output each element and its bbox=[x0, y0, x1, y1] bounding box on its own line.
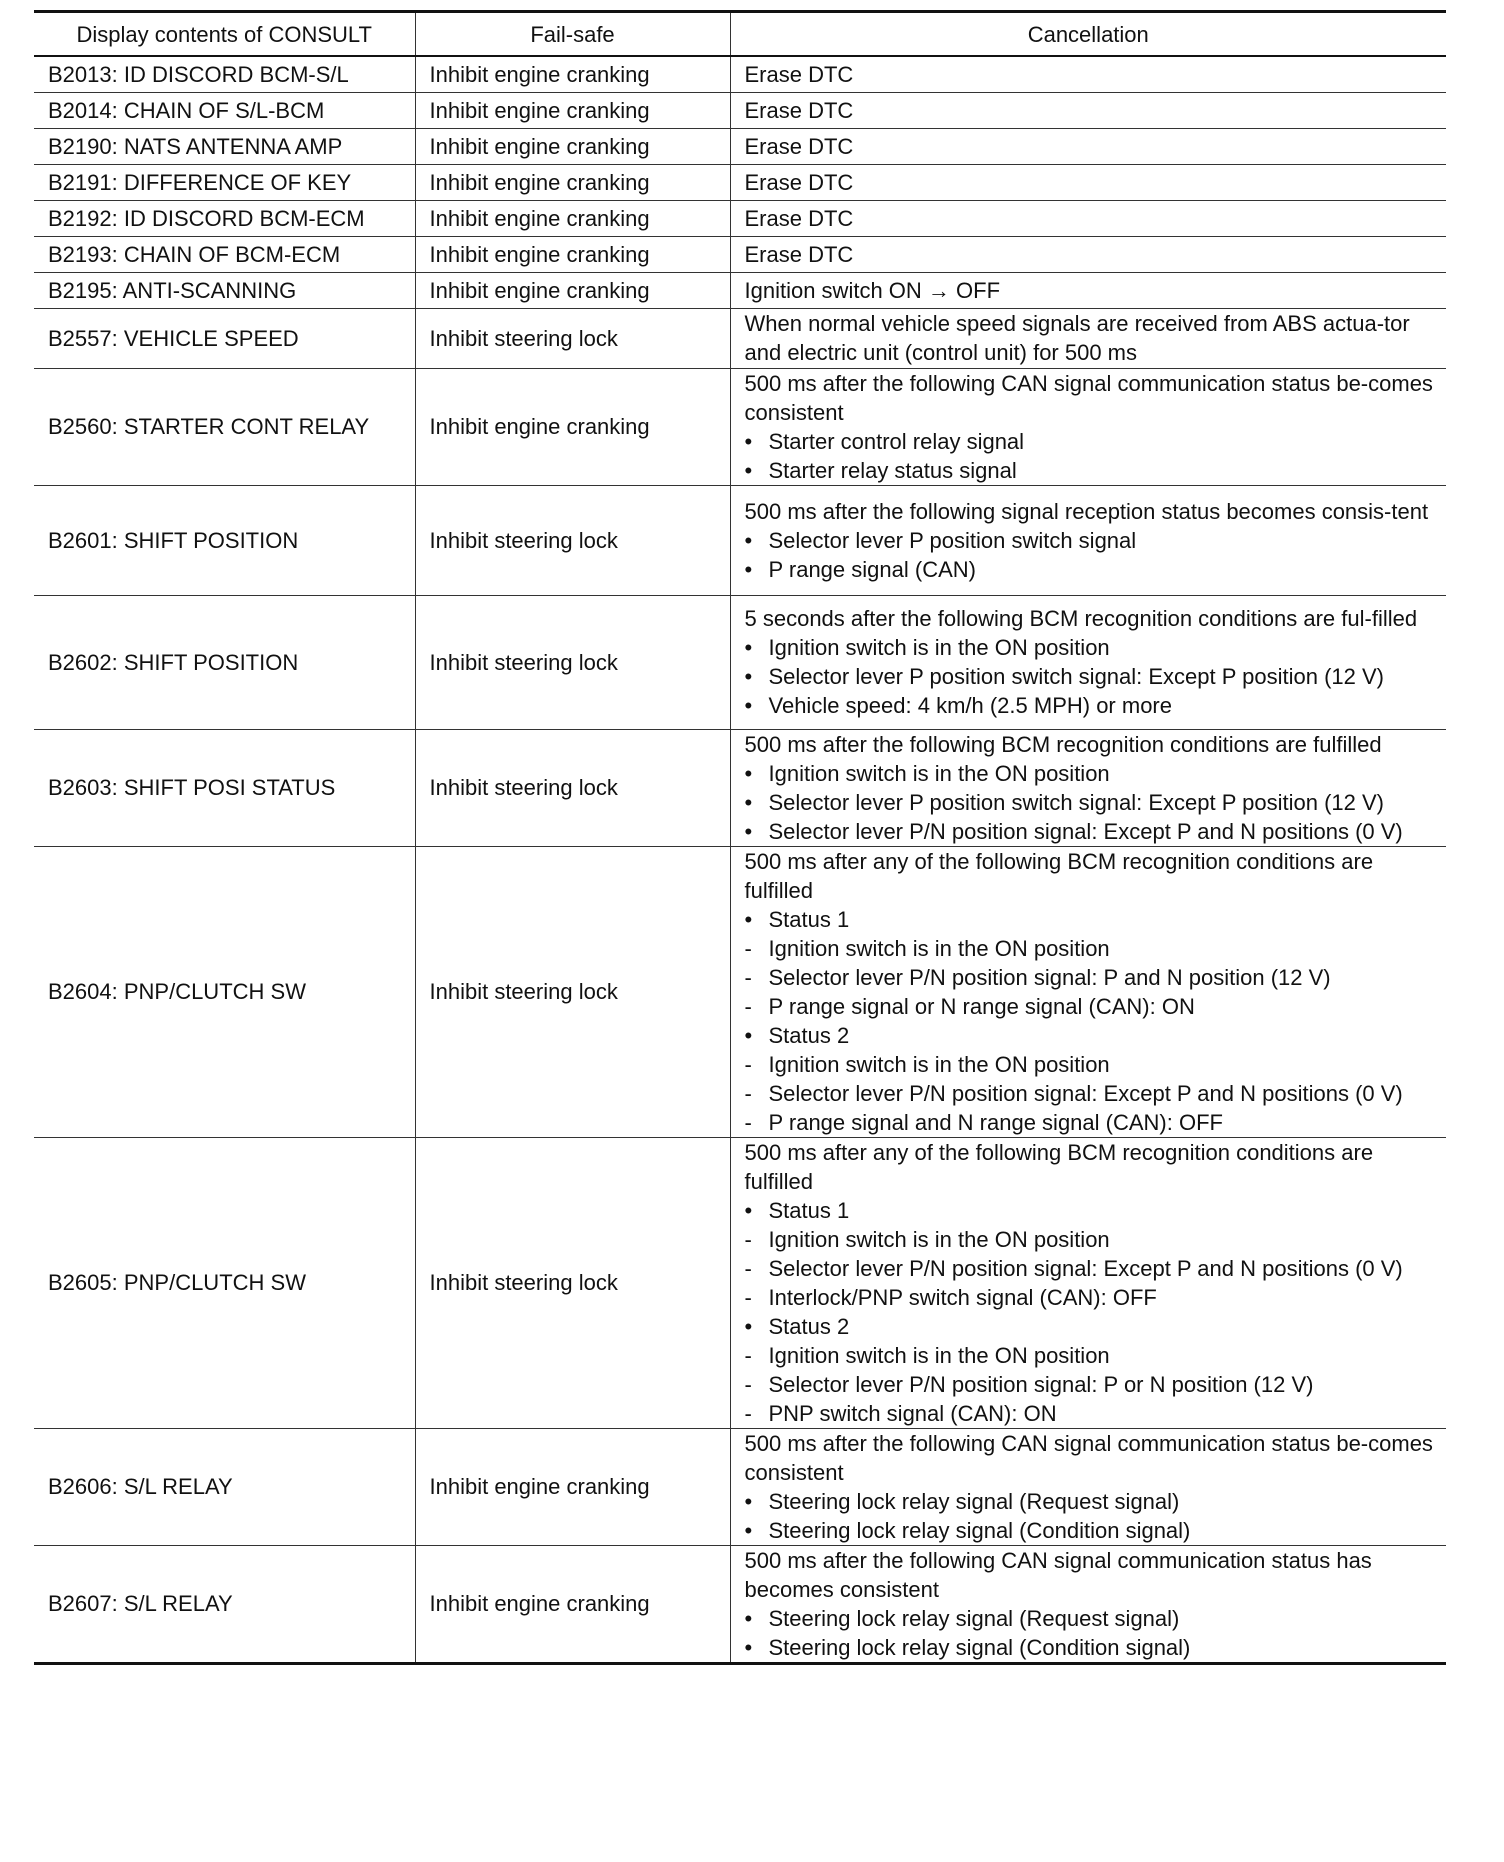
dtc-code-cell: B2190: NATS ANTENNA AMP bbox=[34, 128, 415, 164]
dtc-code-cell: B2606: S/L RELAY bbox=[34, 1428, 415, 1545]
table-row bbox=[34, 485, 1446, 595]
dtc-code-cell: B2601: SHIFT POSITION bbox=[34, 485, 415, 595]
fail-safe-cell: Inhibit engine cranking bbox=[415, 200, 730, 236]
dash-icon: - bbox=[744, 1080, 752, 1106]
condition-item bbox=[745, 905, 1437, 934]
condition-item bbox=[745, 1050, 1437, 1079]
cancellation-text: Erase DTC bbox=[744, 133, 854, 159]
dtc-code-cell: B2560: STARTER CONT RELAY bbox=[34, 368, 415, 485]
fail-safe-cell: Inhibit engine cranking bbox=[415, 164, 730, 200]
dtc-code-cell: B2195: ANTI-SCANNING bbox=[34, 272, 415, 308]
dtc-code-cell: B2192: ID DISCORD BCM-ECM bbox=[34, 200, 415, 236]
cancellation-text: Erase DTC bbox=[744, 205, 854, 231]
cancellation-text: 500 ms after the following CAN signal communication status be-comes consistent bbox=[744, 370, 1433, 425]
cancellation-cell bbox=[730, 272, 1446, 308]
fail-safe-cell: Inhibit engine cranking bbox=[415, 272, 730, 308]
cancellation-cell bbox=[730, 729, 1446, 846]
dtc-code-cell: B2014: CHAIN OF S/L-BCM bbox=[34, 92, 415, 128]
cancellation-cell bbox=[730, 236, 1446, 272]
condition-item bbox=[745, 1399, 1437, 1428]
bullet-icon: • bbox=[744, 635, 753, 660]
bullet-icon: • bbox=[744, 789, 753, 815]
condition-item bbox=[745, 1021, 1437, 1050]
cancellation-cell bbox=[730, 595, 1446, 729]
condition-text: Selector lever P position switch signal: Except P position (12 V) bbox=[768, 664, 1384, 689]
condition-list bbox=[745, 633, 1437, 720]
condition-text: Steering lock relay signal (Condition signal) bbox=[768, 1634, 1191, 1660]
fail-safe-cell: Inhibit engine cranking bbox=[415, 1428, 730, 1545]
condition-item bbox=[745, 1312, 1437, 1341]
table-row bbox=[34, 92, 1446, 128]
condition-text: Starter control relay signal bbox=[768, 428, 1025, 454]
cancellation-text: Erase DTC bbox=[744, 241, 854, 267]
cancellation-text: Erase DTC bbox=[744, 61, 854, 87]
bullet-icon: • bbox=[744, 1488, 753, 1514]
cancellation-text: 5 seconds after the following BCM recognition conditions are ful-filled bbox=[744, 606, 1418, 631]
table-row bbox=[34, 729, 1446, 846]
condition-item bbox=[745, 555, 1437, 584]
dash-icon: - bbox=[744, 1051, 752, 1077]
dash-icon: - bbox=[744, 1284, 752, 1310]
condition-item bbox=[745, 759, 1437, 788]
condition-item bbox=[745, 1604, 1437, 1633]
condition-text: Selector lever P position switch signal bbox=[768, 527, 1137, 553]
condition-text: Ignition switch is in the ON position bbox=[768, 1226, 1110, 1252]
bullet-icon: • bbox=[744, 1517, 753, 1543]
condition-item bbox=[745, 1370, 1437, 1399]
table-header-row bbox=[34, 12, 1446, 57]
fail-safe-cell: Inhibit engine cranking bbox=[415, 128, 730, 164]
condition-item bbox=[745, 1079, 1437, 1108]
bullet-icon: • bbox=[744, 1634, 753, 1660]
condition-item bbox=[745, 817, 1437, 846]
bullet-icon: • bbox=[744, 428, 753, 454]
condition-text: Ignition switch is in the ON position bbox=[768, 760, 1110, 786]
condition-text: Ignition switch is in the ON position bbox=[768, 635, 1110, 660]
bullet-icon: • bbox=[744, 664, 753, 689]
condition-text: Status 2 bbox=[768, 1022, 850, 1048]
header-fail-safe: Fail-safe bbox=[415, 12, 730, 57]
condition-text: Selector lever P/N position signal: P and N position (12 V) bbox=[768, 964, 1331, 990]
fail-safe-cell: Inhibit steering lock bbox=[415, 308, 730, 368]
fail-safe-cell: Inhibit engine cranking bbox=[415, 92, 730, 128]
condition-item bbox=[745, 526, 1437, 555]
cancellation-cell bbox=[730, 128, 1446, 164]
dtc-code-cell: B2193: CHAIN OF BCM-ECM bbox=[34, 236, 415, 272]
bullet-icon: • bbox=[744, 556, 753, 582]
dtc-failsafe-table bbox=[34, 10, 1446, 1665]
dash-icon: - bbox=[744, 1400, 752, 1426]
condition-list bbox=[745, 905, 1437, 1137]
bullet-icon: • bbox=[744, 527, 753, 553]
bullet-icon: • bbox=[744, 818, 753, 844]
cancellation-text: Erase DTC bbox=[744, 97, 854, 123]
dash-icon: - bbox=[744, 964, 752, 990]
condition-list bbox=[745, 759, 1437, 846]
table-row bbox=[34, 1137, 1446, 1428]
bullet-icon: • bbox=[744, 457, 753, 483]
condition-text: Selector lever P position switch signal: Except P position (12 V) bbox=[768, 789, 1384, 815]
dash-icon: - bbox=[744, 1109, 752, 1135]
header-cancellation: Cancellation bbox=[730, 12, 1446, 57]
condition-text: Interlock/PNP switch signal (CAN): OFF bbox=[768, 1284, 1157, 1310]
fail-safe-cell: Inhibit engine cranking bbox=[415, 1545, 730, 1663]
condition-item bbox=[745, 934, 1437, 963]
table-row bbox=[34, 308, 1446, 368]
cancellation-cell bbox=[730, 56, 1446, 92]
cancellation-cell bbox=[730, 368, 1446, 485]
cancellation-text: When normal vehicle speed signals are received from ABS actua-tor and electric unit (control unit) for 500 ms bbox=[744, 311, 1410, 365]
condition-list bbox=[745, 1196, 1437, 1428]
table-row bbox=[34, 236, 1446, 272]
condition-list bbox=[745, 526, 1437, 584]
table-row bbox=[34, 200, 1446, 236]
condition-item bbox=[745, 633, 1437, 662]
fail-safe-cell: Inhibit steering lock bbox=[415, 729, 730, 846]
fail-safe-cell: Inhibit steering lock bbox=[415, 595, 730, 729]
dash-icon: - bbox=[744, 1255, 752, 1281]
condition-item bbox=[745, 427, 1437, 456]
cancellation-text: 500 ms after the following BCM recognition conditions are fulfilled bbox=[744, 731, 1382, 757]
cancellation-cell bbox=[730, 1545, 1446, 1663]
condition-text: Ignition switch is in the ON position bbox=[768, 1342, 1110, 1368]
condition-text: P range signal (CAN) bbox=[768, 556, 976, 582]
dtc-code-cell: B2604: PNP/CLUTCH SW bbox=[34, 846, 415, 1137]
dtc-code-cell: B2605: PNP/CLUTCH SW bbox=[34, 1137, 415, 1428]
condition-item bbox=[745, 1487, 1437, 1516]
condition-item bbox=[745, 1633, 1437, 1662]
condition-item bbox=[745, 1196, 1437, 1225]
condition-text: P range signal and N range signal (CAN): OFF bbox=[768, 1109, 1223, 1135]
cancellation-cell bbox=[730, 485, 1446, 595]
cancellation-text: 500 ms after the following CAN signal communication status be-comes consistent bbox=[744, 1430, 1433, 1485]
cancellation-cell bbox=[730, 308, 1446, 368]
table-row bbox=[34, 56, 1446, 92]
table-row bbox=[34, 846, 1446, 1137]
bullet-icon: • bbox=[744, 693, 753, 718]
condition-item bbox=[745, 1516, 1437, 1545]
bullet-icon: • bbox=[744, 1197, 753, 1223]
condition-item bbox=[745, 1283, 1437, 1312]
condition-item bbox=[745, 662, 1437, 691]
condition-item bbox=[745, 1341, 1437, 1370]
condition-list bbox=[745, 427, 1437, 485]
condition-text: Ignition switch is in the ON position bbox=[768, 1051, 1110, 1077]
bullet-icon: • bbox=[744, 906, 753, 932]
cancellation-text: Ignition switch ON → OFF bbox=[744, 277, 1001, 303]
fail-safe-cell: Inhibit engine cranking bbox=[415, 56, 730, 92]
cancellation-text: 500 ms after any of the following BCM recognition conditions are fulfilled bbox=[744, 1139, 1374, 1194]
condition-text: Status 1 bbox=[768, 906, 850, 932]
condition-item bbox=[745, 992, 1437, 1021]
condition-item bbox=[745, 1254, 1437, 1283]
table-row bbox=[34, 368, 1446, 485]
table-row bbox=[34, 1545, 1446, 1663]
table-row bbox=[34, 164, 1446, 200]
condition-text: Status 2 bbox=[768, 1313, 850, 1339]
cancellation-text: Erase DTC bbox=[744, 169, 854, 195]
cancellation-cell bbox=[730, 92, 1446, 128]
cancellation-text: 500 ms after the following signal reception status becomes consis-tent bbox=[744, 498, 1429, 524]
dash-icon: - bbox=[744, 1226, 752, 1252]
dash-icon: - bbox=[744, 935, 752, 961]
condition-text: PNP switch signal (CAN): ON bbox=[768, 1400, 1057, 1426]
condition-text: Status 1 bbox=[768, 1197, 850, 1223]
dtc-code-cell: B2607: S/L RELAY bbox=[34, 1545, 415, 1663]
cancellation-cell bbox=[730, 164, 1446, 200]
cancellation-cell bbox=[730, 1137, 1446, 1428]
condition-text: P range signal or N range signal (CAN): ON bbox=[768, 993, 1195, 1019]
condition-item bbox=[745, 1108, 1437, 1137]
condition-item bbox=[745, 1225, 1437, 1254]
dtc-code-cell: B2191: DIFFERENCE OF KEY bbox=[34, 164, 415, 200]
cancellation-cell bbox=[730, 846, 1446, 1137]
bullet-icon: • bbox=[744, 1313, 753, 1339]
bullet-icon: • bbox=[744, 1605, 753, 1631]
cancellation-cell bbox=[730, 200, 1446, 236]
condition-text: Selector lever P/N position signal: Except P and N positions (0 V) bbox=[768, 818, 1403, 844]
dash-icon: - bbox=[744, 1342, 752, 1368]
cancellation-text: 500 ms after any of the following BCM recognition conditions are fulfilled bbox=[744, 848, 1374, 903]
condition-item bbox=[745, 963, 1437, 992]
condition-list bbox=[745, 1487, 1437, 1545]
bullet-icon: • bbox=[744, 760, 753, 786]
table-row bbox=[34, 128, 1446, 164]
condition-text: Selector lever P/N position signal: Except P and N positions (0 V) bbox=[768, 1080, 1403, 1106]
table-row bbox=[34, 1428, 1446, 1545]
condition-item bbox=[745, 788, 1437, 817]
fail-safe-cell: Inhibit steering lock bbox=[415, 485, 730, 595]
condition-text: Ignition switch is in the ON position bbox=[768, 935, 1110, 961]
condition-text: Steering lock relay signal (Condition signal) bbox=[768, 1517, 1191, 1543]
condition-item bbox=[745, 691, 1437, 720]
table-row bbox=[34, 595, 1446, 729]
dash-icon: - bbox=[744, 993, 752, 1019]
fail-safe-cell: Inhibit engine cranking bbox=[415, 368, 730, 485]
condition-item bbox=[745, 456, 1437, 485]
dtc-code-cell: B2603: SHIFT POSI STATUS bbox=[34, 729, 415, 846]
condition-list bbox=[745, 1604, 1437, 1662]
dtc-code-cell: B2602: SHIFT POSITION bbox=[34, 595, 415, 729]
condition-text: Starter relay status signal bbox=[768, 457, 1017, 483]
header-display-contents: Display contents of CONSULT bbox=[34, 12, 415, 57]
fail-safe-cell: Inhibit engine cranking bbox=[415, 236, 730, 272]
cancellation-text: 500 ms after the following CAN signal communication status has becomes consistent bbox=[744, 1547, 1372, 1602]
fail-safe-cell: Inhibit steering lock bbox=[415, 1137, 730, 1428]
condition-text: Selector lever P/N position signal: Except P and N positions (0 V) bbox=[768, 1255, 1403, 1281]
condition-text: Steering lock relay signal (Request signal) bbox=[768, 1605, 1180, 1631]
condition-text: Vehicle speed: 4 km/h (2.5 MPH) or more bbox=[768, 693, 1172, 718]
condition-text: Steering lock relay signal (Request signal) bbox=[768, 1488, 1180, 1514]
dash-icon: - bbox=[744, 1371, 752, 1397]
fail-safe-cell: Inhibit steering lock bbox=[415, 846, 730, 1137]
condition-text: Selector lever P/N position signal: P or N position (12 V) bbox=[768, 1371, 1314, 1397]
dtc-code-cell: B2013: ID DISCORD BCM-S/L bbox=[34, 56, 415, 92]
bullet-icon: • bbox=[744, 1022, 753, 1048]
dtc-code-cell: B2557: VEHICLE SPEED bbox=[34, 308, 415, 368]
table-row bbox=[34, 272, 1446, 308]
cancellation-cell bbox=[730, 1428, 1446, 1545]
